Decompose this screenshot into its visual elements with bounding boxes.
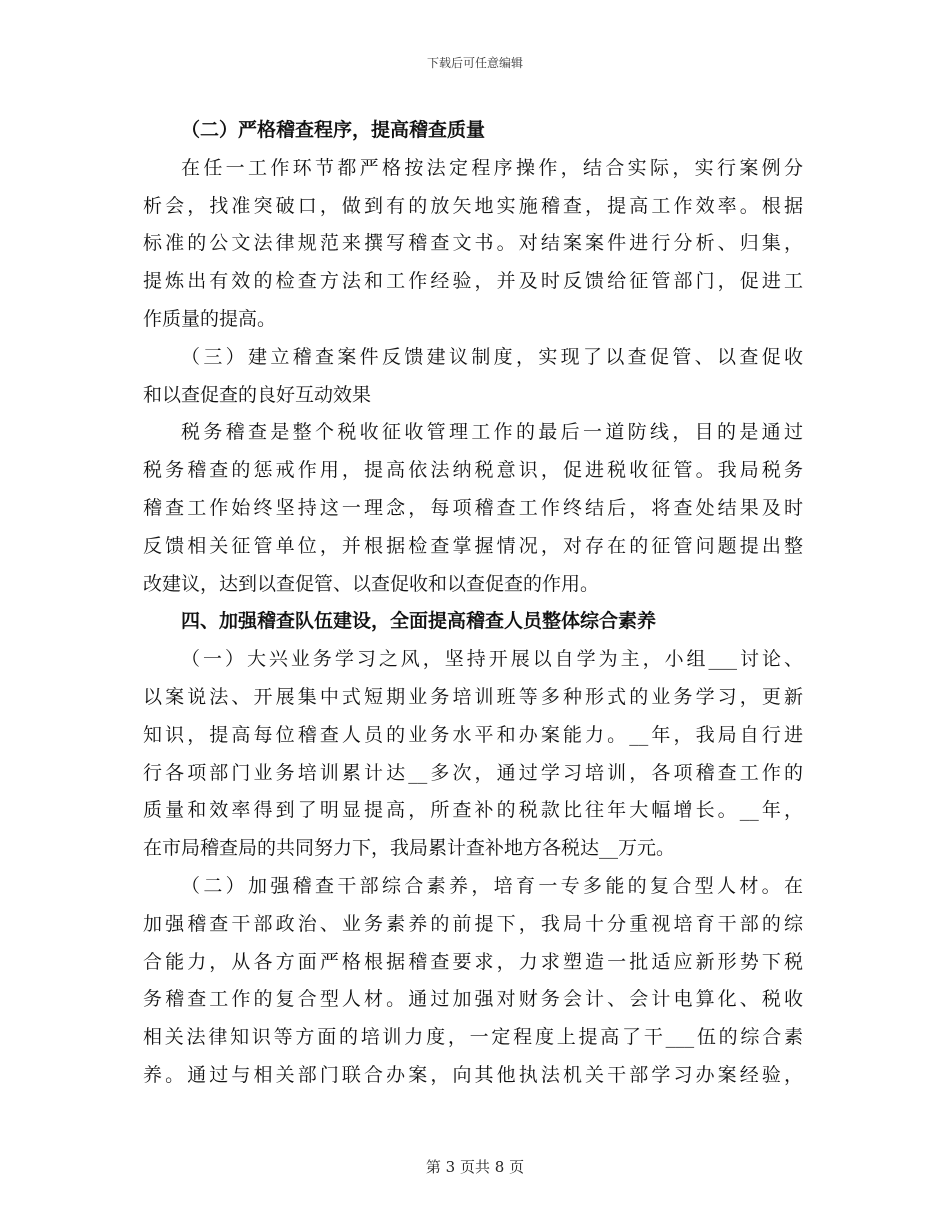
text-line: 在市局稽查局的共同努力下，我局累计查补地方各税达__万元。 [143, 837, 676, 860]
text-line: 质量和效率得到了明显提高，所查补的税款比往年大幅增长。__年， [143, 799, 803, 822]
text-line: （一）大兴业务学习之风，坚持开展以自学为主，小组___讨论、 [181, 648, 803, 671]
text-line: （三）建立稽查案件反馈建议制度，实现了以查促管、以查促收 [181, 345, 803, 368]
text-line: 在任一工作环节都严格按法定程序操作，结合实际，实行案例分 [181, 156, 803, 179]
text-line: 作质量的提高。 [143, 307, 277, 330]
text-line: 提炼出有效的检查方法和工作经验，并及时反馈给征管部门，促进工 [143, 270, 803, 293]
section-heading: 四、加强稽查队伍建设，全面提高稽查人员整体综合素养 [181, 610, 657, 633]
text-line: 析会，找准突破口，做到有的放矢地实施稽查，提高工作效率。根据 [143, 194, 803, 217]
text-line: 改建议，达到以查促管、以查促收和以查促查的作用。 [143, 572, 600, 595]
text-line: 反馈相关征管单位，并根据检查掌握情况，对存在的征管问题提出整 [143, 534, 803, 557]
text-line: 合能力，从各方面严格根据稽查要求，力求塑造一批适应新形势下税 [143, 950, 803, 973]
document-body [143, 112, 803, 1095]
text-line: 以案说法、开展集中式短期业务培训班等多种形式的业务学习，更新 [143, 685, 803, 708]
text-line: 知识，提高每位稽查人员的业务水平和办案能力。__年，我局自行进 [143, 723, 803, 746]
page-header: 下载后可任意编辑 [426, 56, 523, 70]
section-heading: （二）严格稽查程序，提高稽查质量 [181, 119, 486, 141]
text-line: 行各项部门业务培训累计达__多次，通过学习培训，各项稽查工作的 [143, 761, 803, 784]
text-line: 税务稽查是整个税收征收管理工作的最后一道防线，目的是通过 [181, 421, 803, 444]
page-number: 第 3 页共 8 页 [425, 1158, 525, 1176]
text-line: 和以查促查的良好互动效果 [143, 383, 372, 406]
text-line: 养。通过与相关部门联合办案，向其他执法机关干部学习办案经验， [143, 1063, 803, 1086]
text-line: 税务稽查的惩戒作用，提高依法纳税意识，促进税收征管。我局税务 [143, 459, 803, 482]
text-line: （二）加强稽查干部综合素养，培育一专多能的复合型人材。在 [181, 874, 803, 897]
text-line: 加强稽查干部政治、业务素养的前提下，我局十分重视培育干部的综 [143, 912, 803, 935]
text-line: 标准的公文法律规范来撰写稽查文书。对结案案件进行分析、归集， [143, 232, 803, 255]
text-line: 务稽查工作的复合型人材。通过加强对财务会计、会计电算化、税收 [143, 988, 803, 1011]
text-line: 稽查工作始终坚持这一理念，每项稽查工作终结后，将查处结果及时 [143, 496, 803, 519]
text-line: 相关法律知识等方面的培训力度，一定程度上提高了干___伍的综合素 [143, 1026, 803, 1049]
